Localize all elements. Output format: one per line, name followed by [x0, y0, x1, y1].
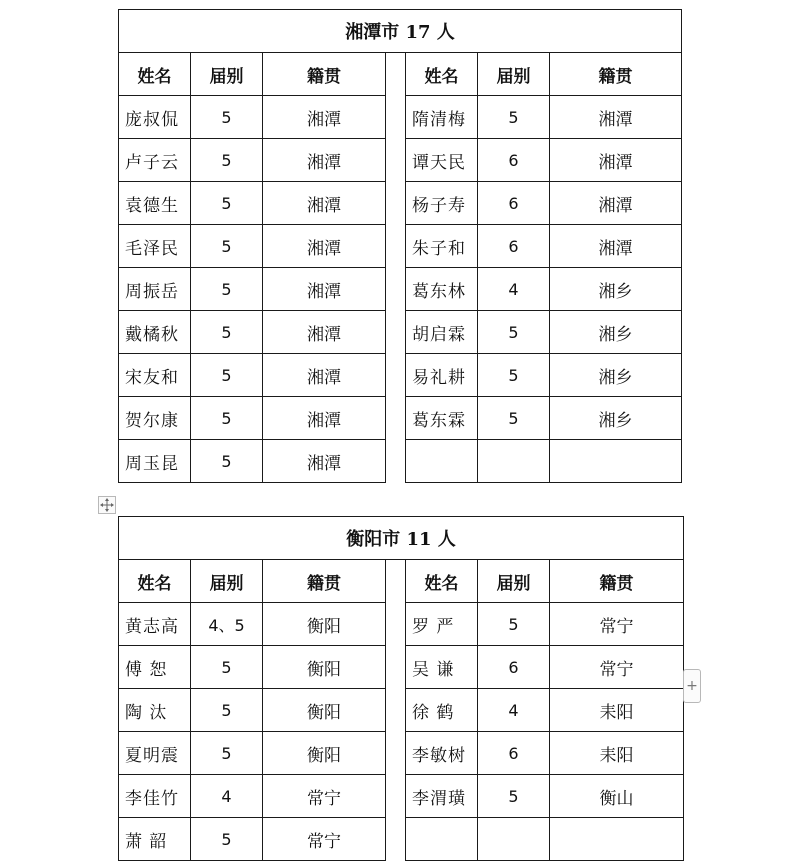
person-name-cell: 李渭璜: [406, 775, 478, 818]
person-name-cell: 卢子云: [119, 139, 191, 182]
table-row: [119, 268, 682, 311]
class-cell: [478, 440, 550, 483]
origin-cell: 常宁: [263, 818, 386, 861]
origin-cell: 常宁: [263, 775, 386, 818]
table-row: [119, 818, 684, 861]
table-row: [119, 440, 682, 483]
column-gap: [386, 603, 406, 646]
class-cell: 5: [191, 354, 263, 397]
person-name-cell: 戴橘秋: [119, 311, 191, 354]
column-header-class: 届别: [191, 53, 263, 96]
table-row: [119, 646, 684, 689]
column-gap: [386, 311, 406, 354]
person-name-cell: 吴 谦: [406, 646, 478, 689]
origin-cell: 常宁: [550, 646, 684, 689]
class-cell: 5: [191, 96, 263, 139]
origin-cell: 常宁: [550, 603, 684, 646]
origin-cell: [550, 818, 684, 861]
person-name-cell: 李佳竹: [119, 775, 191, 818]
class-cell: 5: [191, 268, 263, 311]
person-name-cell: 傅 恕: [119, 646, 191, 689]
class-cell: 6: [478, 646, 550, 689]
origin-cell: 湘乡: [550, 311, 682, 354]
origin-cell: 衡阳: [263, 732, 386, 775]
person-name-cell: 黄志高: [119, 603, 191, 646]
class-cell: 5: [191, 311, 263, 354]
table-row: [119, 96, 682, 139]
column-header-name: 姓名: [119, 560, 191, 603]
column-gap: [386, 440, 406, 483]
class-cell: 5: [478, 775, 550, 818]
person-name-cell: 庞叔侃: [119, 96, 191, 139]
move-arrows-icon: [99, 497, 115, 513]
column-gap: [386, 646, 406, 689]
class-cell: 6: [478, 225, 550, 268]
class-cell: 5: [478, 397, 550, 440]
class-cell: 4、5: [191, 603, 263, 646]
header-row: [119, 560, 684, 603]
column-gap: [386, 268, 406, 311]
origin-cell: 湘潭: [550, 182, 682, 225]
person-name-cell: 朱子和: [406, 225, 478, 268]
origin-cell: 湘潭: [550, 225, 682, 268]
origin-cell: 耒阳: [550, 732, 684, 775]
class-cell: 4: [478, 268, 550, 311]
origin-cell: 湘潭: [263, 311, 386, 354]
column-header-origin: 籍贯: [550, 560, 684, 603]
table-xiangtan: [118, 9, 682, 483]
column-header-class: 届别: [478, 560, 550, 603]
class-cell: 5: [191, 397, 263, 440]
column-gap: [386, 182, 406, 225]
person-name-cell: 胡启霖: [406, 311, 478, 354]
origin-cell: 湘乡: [550, 397, 682, 440]
origin-cell: 湘潭: [263, 268, 386, 311]
person-name-cell: 毛泽民: [119, 225, 191, 268]
class-cell: 5: [191, 646, 263, 689]
column-gap: [386, 139, 406, 182]
add-column-button[interactable]: [683, 669, 701, 703]
person-name-cell: 陶 汰: [119, 689, 191, 732]
person-name-cell: 徐 鹤: [406, 689, 478, 732]
table-title: 衡阳市 11 人: [119, 517, 684, 560]
class-cell: 6: [478, 732, 550, 775]
column-header-origin: 籍贯: [263, 53, 386, 96]
class-cell: 5: [191, 225, 263, 268]
column-header-name: 姓名: [406, 53, 478, 96]
column-gap: [386, 225, 406, 268]
table-row: [119, 354, 682, 397]
origin-cell: 耒阳: [550, 689, 684, 732]
column-header-name: 姓名: [406, 560, 478, 603]
origin-cell: 衡阳: [263, 603, 386, 646]
class-cell: 6: [478, 139, 550, 182]
table-hengyang: [118, 516, 684, 861]
origin-cell: 湘潭: [263, 139, 386, 182]
column-gap: [386, 96, 406, 139]
column-gap: [386, 397, 406, 440]
column-header-class: 届别: [478, 53, 550, 96]
table-row: [119, 225, 682, 268]
origin-cell: 湘潭: [263, 440, 386, 483]
origin-cell: 湘乡: [550, 354, 682, 397]
origin-cell: 衡山: [550, 775, 684, 818]
origin-cell: 湘潭: [263, 397, 386, 440]
class-cell: 5: [191, 182, 263, 225]
column-gap: [386, 354, 406, 397]
person-name-cell: 谭天民: [406, 139, 478, 182]
class-cell: 5: [478, 354, 550, 397]
table-row: [119, 311, 682, 354]
table-title: 湘潭市 17 人: [119, 10, 682, 53]
origin-cell: 衡阳: [263, 689, 386, 732]
table-row: [119, 397, 682, 440]
class-cell: 5: [478, 96, 550, 139]
table-row: [119, 775, 684, 818]
table-move-handle[interactable]: [98, 496, 116, 514]
class-cell: 5: [478, 311, 550, 354]
person-name-cell: 周玉昆: [119, 440, 191, 483]
header-row: [119, 53, 682, 96]
person-name-cell: 夏明震: [119, 732, 191, 775]
person-name-cell: 宋友和: [119, 354, 191, 397]
origin-cell: 湘潭: [263, 182, 386, 225]
person-name-cell: 易礼耕: [406, 354, 478, 397]
origin-cell: 衡阳: [263, 646, 386, 689]
column-header-name: 姓名: [119, 53, 191, 96]
class-cell: 4: [191, 775, 263, 818]
class-cell: 6: [478, 182, 550, 225]
person-name-cell: 隋清梅: [406, 96, 478, 139]
person-name-cell: 李敏树: [406, 732, 478, 775]
class-cell: 5: [191, 440, 263, 483]
person-name-cell: 罗 严: [406, 603, 478, 646]
column-gap: [386, 732, 406, 775]
person-name-cell: [406, 440, 478, 483]
column-gap: [386, 818, 406, 861]
class-cell: 5: [191, 818, 263, 861]
table-row: [119, 182, 682, 225]
column-gap: [386, 775, 406, 818]
table-row: [119, 732, 684, 775]
table-row: [119, 139, 682, 182]
person-name-cell: 葛东霖: [406, 397, 478, 440]
origin-cell: 湘潭: [263, 225, 386, 268]
column-header-origin: 籍贯: [263, 560, 386, 603]
person-name-cell: 杨子寿: [406, 182, 478, 225]
origin-cell: 湘潭: [263, 96, 386, 139]
class-cell: 5: [191, 689, 263, 732]
person-name-cell: 萧 韶: [119, 818, 191, 861]
class-cell: 5: [191, 139, 263, 182]
class-cell: [478, 818, 550, 861]
column-header-class: 届别: [191, 560, 263, 603]
origin-cell: 湘潭: [263, 354, 386, 397]
column-gap: [386, 689, 406, 732]
table-row: [119, 603, 684, 646]
class-cell: 5: [478, 603, 550, 646]
person-name-cell: [406, 818, 478, 861]
class-cell: 4: [478, 689, 550, 732]
plus-icon: +: [686, 678, 698, 694]
column-gap: [386, 560, 406, 603]
person-name-cell: 袁德生: [119, 182, 191, 225]
table-row: [119, 689, 684, 732]
person-name-cell: 周振岳: [119, 268, 191, 311]
origin-cell: 湘潭: [550, 139, 682, 182]
person-name-cell: 贺尔康: [119, 397, 191, 440]
origin-cell: [550, 440, 682, 483]
column-gap: [386, 53, 406, 96]
class-cell: 5: [191, 732, 263, 775]
origin-cell: 湘潭: [550, 96, 682, 139]
column-header-origin: 籍贯: [550, 53, 682, 96]
origin-cell: 湘乡: [550, 268, 682, 311]
person-name-cell: 葛东林: [406, 268, 478, 311]
